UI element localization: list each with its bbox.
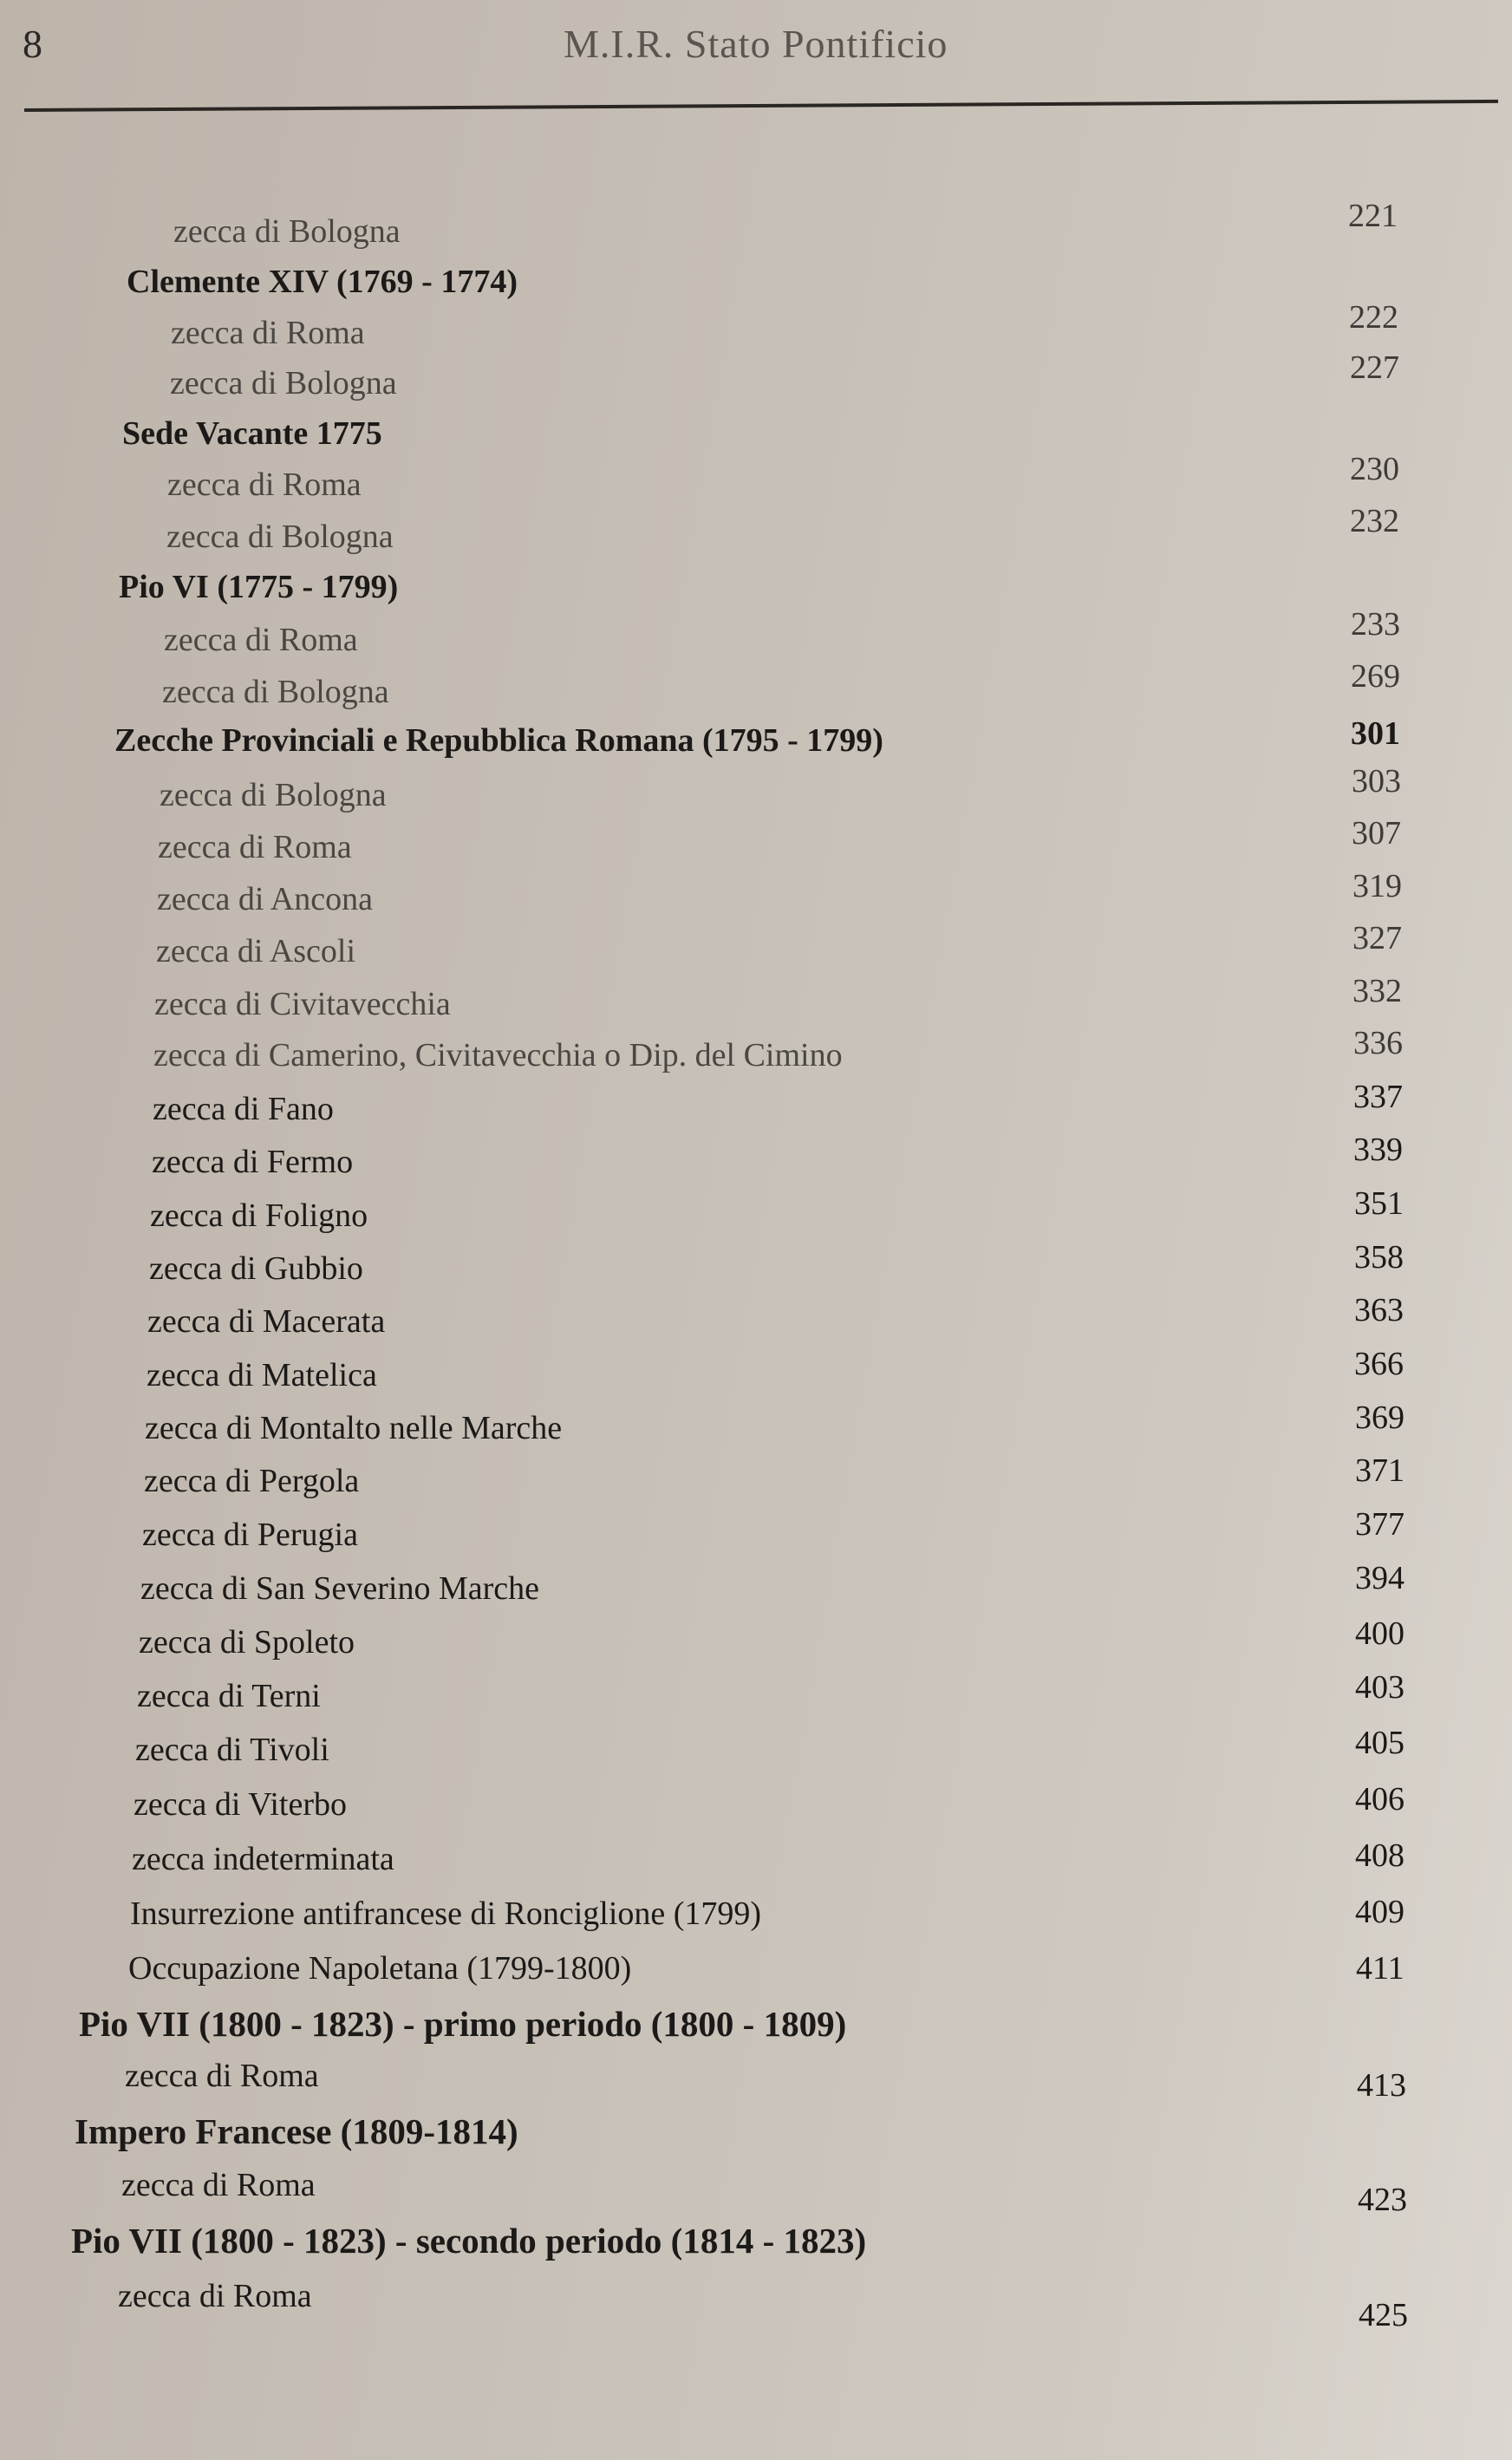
toc-entry-label: zecca di Matelica	[147, 1357, 377, 1393]
toc-entry-label: zecca di Fano	[153, 1091, 334, 1127]
toc-entry-label: zecca di Roma	[118, 2278, 312, 2314]
toc-entry	[0, 1725, 1512, 1783]
toc-entry	[0, 1025, 1512, 1088]
toc-entry-label: zecca di Montalto nelle Marche	[145, 1410, 563, 1446]
toc-entry-page: 351	[1354, 1185, 1404, 1222]
toc-entry-label: Insurrezione antifrancese di Ronciglione (1799)	[130, 1896, 762, 1932]
toc-entry-page: 303	[1352, 763, 1401, 799]
toc-entry-page: 411	[1356, 1950, 1404, 1987]
toc-entry	[0, 2277, 1512, 2333]
running-title: M.I.R. Stato Pontificio	[564, 22, 948, 66]
toc-entry-page: 232	[1350, 503, 1399, 539]
toc-entry	[0, 1781, 1512, 1837]
toc-entry-page: 377	[1355, 1506, 1404, 1543]
toc-entry-label: zecca di Civitavecchia	[154, 986, 451, 1022]
toc-entry-page: 394	[1355, 1560, 1404, 1596]
toc-entry	[0, 868, 1512, 932]
toc-entry-page: 222	[1349, 299, 1398, 336]
toc-entry	[0, 1669, 1512, 1729]
toc-entry-label: zecca di Roma	[158, 829, 352, 865]
toc-entry-label: zecca di Pergola	[144, 1463, 360, 1499]
toc-heading-label: Pio VII (1800 - 1823) - primo periodo (1800 - 1809)	[79, 2004, 847, 2044]
toc-section-heading	[0, 414, 1512, 467]
toc-entry-label: zecca di Tivoli	[135, 1732, 329, 1768]
toc-entry	[0, 1895, 1512, 1947]
toc-entry-label: zecca di Viterbo	[134, 1786, 347, 1823]
toc-entry-label: Occupazione Napoletana (1799-1800)	[128, 1950, 632, 1987]
toc-entry-label: zecca di Roma	[121, 2167, 316, 2203]
toc-entry-label: zecca di Roma	[171, 315, 365, 351]
toc-entry-label: zecca di Fermo	[152, 1144, 354, 1180]
toc-entry	[0, 1615, 1512, 1675]
toc-entry-label: zecca indeterminata	[132, 1841, 394, 1877]
toc-entry-page: 358	[1354, 1239, 1404, 1276]
toc-entry	[0, 973, 1512, 1037]
toc-entry	[0, 451, 1512, 518]
toc-entry-page: 336	[1353, 1025, 1403, 1061]
toc-entry-label: zecca di Ancona	[157, 881, 373, 917]
toc-entry-page: 319	[1352, 868, 1402, 904]
toc-entry	[0, 606, 1512, 673]
toc-entry-page: 371	[1355, 1452, 1404, 1489]
toc-entry-label: zecca di Bologna	[160, 777, 387, 813]
toc-entry-page: 221	[1348, 198, 1398, 234]
toc-entry	[0, 349, 1512, 416]
toc-entry-page: 230	[1350, 451, 1399, 487]
toc-entry	[0, 763, 1512, 828]
toc-entry-label: zecca di Gubbio	[149, 1250, 363, 1287]
toc-entry	[0, 920, 1512, 984]
toc-heading-label: Zecche Provinciali e Repubblica Romana (1795 - 1799)	[114, 722, 883, 759]
toc-entry-page: 409	[1355, 1894, 1404, 1930]
toc-entry-page: 339	[1353, 1132, 1403, 1168]
toc-entry	[0, 1949, 1512, 2001]
toc-heading-label: Pio VII (1800 - 1823) - secondo periodo (1814 - 1823)	[71, 2221, 867, 2261]
toc-entry-label: zecca di Roma	[125, 2058, 319, 2094]
toc-entry-label: zecca di Perugia	[142, 1517, 358, 1553]
toc-entry-page: 413	[1357, 2067, 1406, 2104]
toc-entry-page: 369	[1355, 1400, 1404, 1436]
toc-entry-page: 307	[1352, 815, 1401, 852]
toc-heading-label: Pio VI (1775 - 1799)	[119, 569, 399, 605]
toc-entry	[0, 658, 1512, 725]
page-header	[0, 0, 1512, 121]
toc-entry-label: zecca di Bologna	[166, 519, 394, 555]
toc-entry-page: 423	[1358, 2182, 1407, 2218]
toc-entry	[0, 1079, 1512, 1142]
header-rule	[24, 100, 1498, 112]
toc-entry-label: zecca di Terni	[137, 1678, 321, 1714]
toc-entry-page: 406	[1355, 1781, 1404, 1817]
toc-entry-label: zecca di San Severino Marche	[140, 1570, 540, 1607]
toc-entry-page: 327	[1352, 920, 1402, 956]
toc-entry-label: zecca di Spoleto	[139, 1624, 355, 1661]
toc-entry-page: 366	[1354, 1346, 1404, 1382]
toc-heading-label: Sede Vacante 1775	[122, 415, 382, 452]
toc-entry-label: zecca di Camerino, Civitavecchia o Dip. del Cimino	[153, 1037, 843, 1073]
toc-entry-page: 227	[1350, 349, 1399, 386]
toc-entry	[0, 1292, 1512, 1354]
toc-section-heading	[0, 263, 1512, 315]
toc-entry-page: 269	[1351, 658, 1400, 695]
toc-entry	[0, 1239, 1512, 1302]
toc-entry-page: 301	[1351, 715, 1400, 752]
toc-section-heading	[0, 2220, 1512, 2272]
toc-entry	[0, 1400, 1512, 1461]
toc-entry-page: 332	[1352, 973, 1402, 1009]
toc-heading-label: Clemente XIV (1769 - 1774)	[127, 264, 518, 300]
toc-entry-label: zecca di Roma	[167, 467, 362, 503]
toc-section-heading	[0, 2111, 1512, 2163]
toc-entry	[0, 299, 1512, 366]
toc-section-heading	[0, 568, 1512, 620]
toc-entry	[0, 1560, 1512, 1622]
toc-entry-label: zecca di Foligno	[150, 1197, 368, 1234]
toc-entry-page: 400	[1355, 1615, 1404, 1652]
toc-entry-page: 408	[1355, 1837, 1404, 1874]
toc-entry	[0, 1506, 1512, 1568]
toc-entry	[0, 503, 1512, 570]
toc-entry	[0, 198, 1512, 264]
toc-entry	[0, 1185, 1512, 1249]
toc-entry-page: 233	[1351, 606, 1400, 643]
toc-heading-label: Impero Francese (1809-1814)	[75, 2111, 518, 2151]
toc-entry-page: 405	[1355, 1725, 1404, 1761]
toc-entry	[0, 1837, 1512, 1892]
toc-entry-label: zecca di Macerata	[147, 1303, 386, 1340]
toc-entry-page: 425	[1359, 2297, 1408, 2333]
toc-entry	[0, 2057, 1512, 2109]
toc-entry	[0, 1452, 1512, 1514]
toc-entry	[0, 815, 1512, 880]
toc-entry	[0, 1346, 1512, 1408]
toc-entry-label: zecca di Bologna	[162, 674, 389, 710]
toc-section-heading	[0, 715, 1512, 773]
toc-entry-page: 363	[1354, 1292, 1404, 1328]
toc-entry-page: 403	[1355, 1669, 1404, 1706]
toc-entry-label: zecca di Roma	[164, 622, 358, 658]
toc-section-heading	[0, 2003, 1512, 2055]
page-number: 8	[23, 22, 42, 66]
toc-entry-page: 337	[1353, 1079, 1403, 1115]
toc-entry	[0, 1132, 1512, 1195]
toc-entry-label: zecca di Bologna	[170, 365, 397, 401]
toc-entry-label: zecca di Bologna	[173, 213, 401, 250]
toc-entry	[0, 2166, 1512, 2218]
toc-entry-label: zecca di Ascoli	[156, 933, 356, 969]
